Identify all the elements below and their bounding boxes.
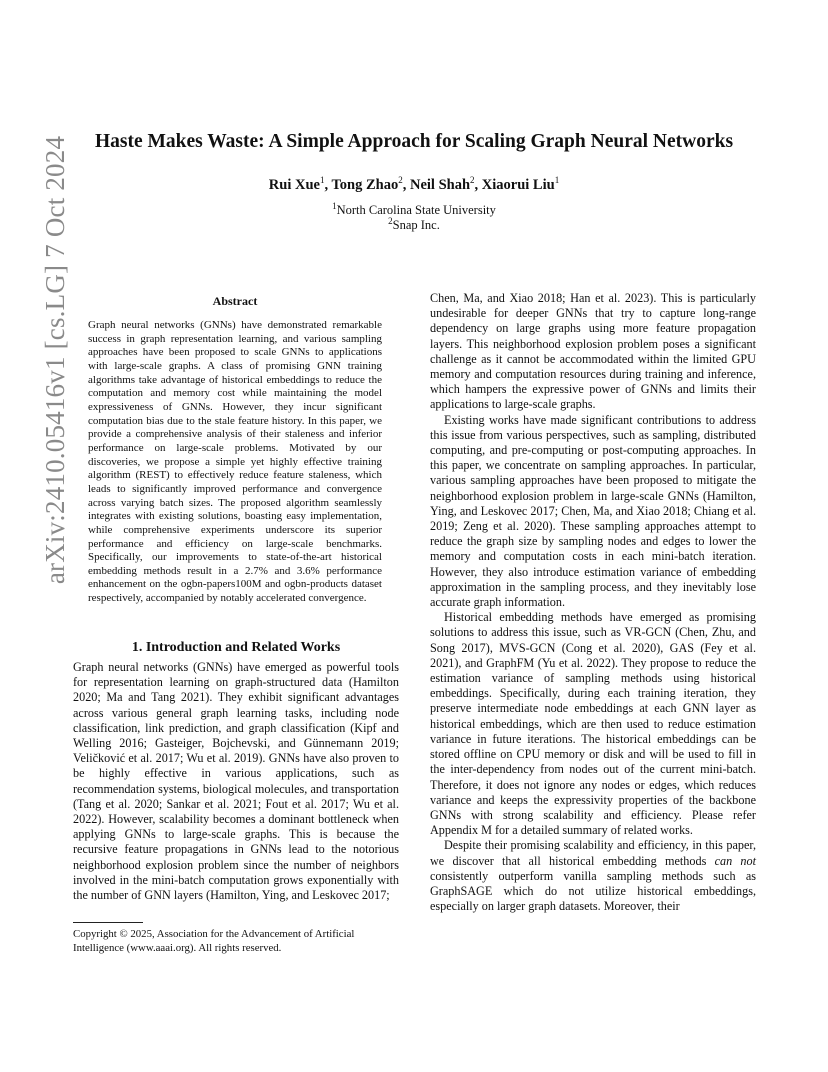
author-affiliation-mark: 1 (554, 175, 560, 185)
introduction-paragraph: Graph neural networks (GNNs) have emerged as powerful tools for representation learning on graph-structured data (Hamilton 2020; Ma and Tang 2021). They exhibit significant advantages across various general graph learning tasks, including node classification, link prediction, and graph classification (Kipf and Welling 2016; Gasteiger, Bojchevski, and Günnemann 2019; Veličković et al. 2017; Wu et al. 2019). GNNs have also proven to be highly effective in various applications, such as recommendation systems, biological molecules, and transportation (Tang et al. 2020; Sankar et al. 2021; Fout et al. 2017; Wu et al. 2022). However, scalability becomes a dominant bottleneck when applying GNNs to large-scale graphs. This is because the recursive feature propagations in GNNs lead to the notorious neighborhood explosion problem since the number of neighbors involved in the mini-batch computation grows exponentially with the number of GNN layers (Hamilton, Ying, and Leskovec 2017; (73, 660, 399, 903)
footnote-divider (73, 922, 143, 923)
paragraph-text: consistently outperform vanilla sampling methods such as GraphSAGE which do not utilize historical embeddings, especially on larger graph datasets. Moreover, their (430, 868, 756, 914)
body-paragraph: Chen, Ma, and Xiao 2018; Han et al. 2023). This is particularly undesirable for deeper GNNs that try to capture long-range dependency on large graphs using more feature propagation layers. This neighborhood explosion problem poses a significant challenge as it cannot be accommodated within the limited GPU memory and computation resources during training and inference, which hampers the expressive power of GNNs and limits their applications to large-scale graphs. (430, 291, 756, 412)
paper-title: Haste Makes Waste: A Simple Approach for Scaling Graph Neural Networks (94, 131, 734, 152)
arxiv-identifier-stamp: arXiv:2410.05416v1 [cs.LG] 7 Oct 2024 (40, 135, 70, 585)
affiliation (0, 216, 828, 233)
affiliation-mark: 1 (332, 201, 337, 211)
author-affiliation-mark: 2 (470, 175, 475, 185)
author: Neil Shah (409, 176, 471, 193)
section-heading-introduction: 1. Introduction and Related Works (131, 640, 341, 655)
author-list (0, 175, 828, 194)
copyright-footnote: Copyright © 2025, Association for the Advancement of Artificial Intelligence (www.aaai.org). All rights reserved. (73, 928, 355, 954)
emphasized-text: can not (714, 853, 757, 868)
author: Tong Zhao (331, 176, 399, 193)
abstract-body: Graph neural networks (GNNs) have demonstrated remarkable success in graph representation learning, and various sampling approaches have been proposed to scale GNNs to applications with large-scale graphs. A class of promising GNN training algorithms take advantage of historical embeddings to reduce the computation and memory cost while maintaining the model expressiveness of GNNs. However, they incur significant computation bias due to the stale feature history. In this paper, we provide a comprehensive analysis of their staleness and inferior performance on large-scale problems. Motivated by our discoveries, we propose a simple yet highly effective training algorithm (REST) to effectively reduce feature staleness, which leads to significantly improved performance and convergence across varying batch sizes. The proposed algorithm seamlessly integrates with existing solutions, boasting easy implementation, while comprehensive experiments underscore its superior performance and efficiency on large-scale benchmarks. Specifically, our improvements to state-of-the-art historical embedding methods result in a 2.7% and 3.6% performance enhancement on the ogbn-papers100M and ogbn-products dataset respectively, accompanied by notably accelerated convergence. (88, 319, 382, 605)
author-separator: , (474, 176, 482, 193)
abstract-heading: Abstract (212, 294, 258, 308)
author-affiliation-mark: 2 (398, 175, 403, 185)
author: Rui Xue (268, 176, 320, 193)
body-paragraph (430, 838, 756, 914)
paragraph-text: Despite their promising scalability and efficiency, in this paper, we discover that all historical embedding methods (430, 838, 756, 868)
author-separator: , (324, 176, 332, 193)
body-paragraph: Historical embedding methods have emerged as promising solutions to address this issue, such as VR-GCN (Chen, Zhu, and Song 2017), MVS-GCN (Cong et al. 2020), GAS (Fey et al. 2021), and GraphFM (Yu et al. 2022). They propose to reduce the estimation variance of sampling methods using historical embeddings. Specifically, during each training iteration, they preserve intermediate node embeddings at each GNN layer as historical embeddings, which are then used to reduce estimation variance in future iterations. The historical embeddings can be stored offline on CPU memory or disk and will be used to fill in the inter-dependency from nodes out of the current mini-batch. Therefore, it does not ignore any nodes or edges, which reduces variance and keeps the expressivity properties of the backbone GNNs with strong scalability and efficiency. Please refer Appendix M for a detailed summary of related works. (430, 610, 756, 838)
author-affiliation-mark: 1 (319, 175, 325, 185)
affiliation-name: Snap Inc. (392, 218, 440, 233)
affiliation-mark: 2 (388, 216, 393, 226)
affiliation-name: North Carolina State University (336, 203, 496, 218)
body-paragraph: Existing works have made significant contributions to address this issue from various perspectives, such as sampling, distributed computing, and pre-computing or post-computing approaches. In this paper, we concentrate on sampling approaches. In particular, various sampling approaches have been proposed to mitigate the neighborhood explosion problem in large-scale GNNs (Hamilton, Ying, and Leskovec 2017; Chen, Ma, and Xiao 2018; Chiang et al. 2019; Zeng et al. 2020). These sampling approaches attempt to reduce the graph size by sampling nodes and edges to lower the memory and computation costs in each mini-batch iteration. However, they also introduce estimation variance of embedding approximation in the sampling process, and they inevitably lose accurate graph information. (430, 412, 756, 610)
author-separator: , (402, 176, 410, 193)
right-column (430, 291, 756, 914)
author: Xiaorui Liu (481, 176, 555, 193)
